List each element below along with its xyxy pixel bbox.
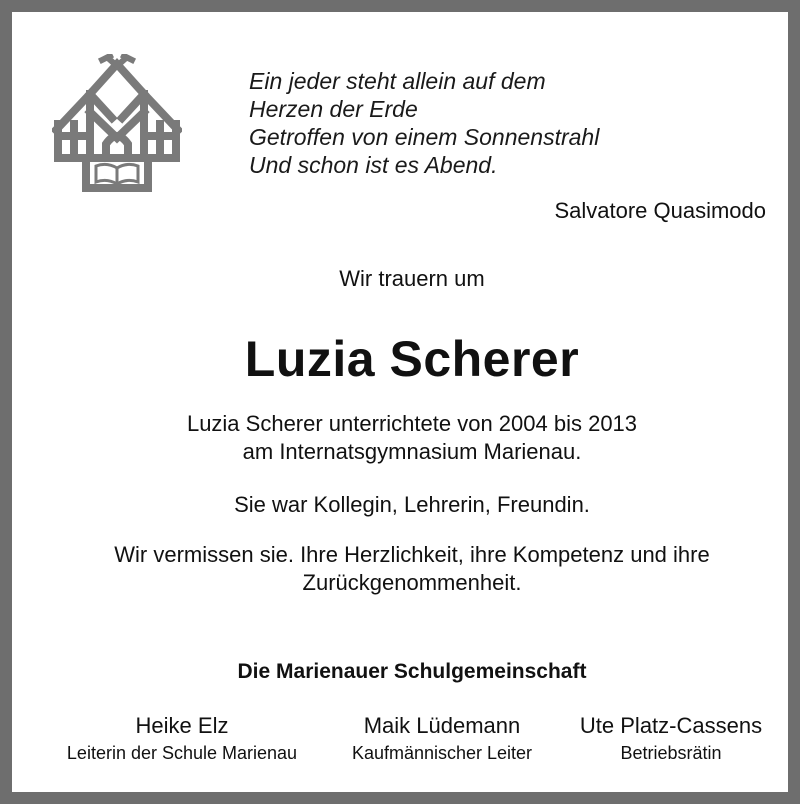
signatory	[32, 712, 332, 766]
poem-line: Herzen der Erde	[249, 96, 418, 122]
remembrance-text	[12, 541, 800, 597]
deceased-name: Luzia Scherer	[244, 331, 580, 387]
signatory-name: Maik Lüdemann	[363, 713, 521, 738]
signatory-title: Leiterin der Schule Marienau	[66, 743, 298, 763]
school-house-logo-icon	[52, 54, 182, 194]
poem-author: Salvatore Quasimodo	[554, 198, 766, 223]
poem-line: Und schon ist es Abend.	[249, 152, 498, 178]
mourning-intro: Wir trauern um	[339, 266, 485, 291]
signatory-title: Betriebsrätin	[620, 743, 722, 763]
signatory-name: Ute Platz-Cassens	[579, 713, 763, 738]
biography-line: am Internatsgymnasium Marienau.	[242, 439, 582, 464]
poem-line: Getroffen von einem Sonnenstrahl	[249, 124, 600, 150]
signatory	[332, 712, 552, 766]
biography-text	[12, 410, 800, 466]
poem-quote	[249, 67, 599, 179]
remembrance-line: Zurückgenommenheit.	[302, 570, 522, 595]
signatory-name: Heike Elz	[135, 713, 229, 738]
signatory	[560, 712, 782, 766]
poem-line: Ein jeder steht allein auf dem	[249, 68, 546, 94]
remembrance-line: Wir vermissen sie. Ihre Herzlichkeit, ihre Kompetenz und ihre	[114, 542, 710, 567]
community-name: Die Marienauer Schulgemeinschaft	[237, 660, 587, 683]
roles-text: Sie war Kollegin, Lehrerin, Freundin.	[234, 492, 590, 517]
signatory-title: Kaufmännischer Leiter	[351, 743, 533, 763]
biography-line: Luzia Scherer unterrichtete von 2004 bis 2013	[186, 411, 638, 436]
